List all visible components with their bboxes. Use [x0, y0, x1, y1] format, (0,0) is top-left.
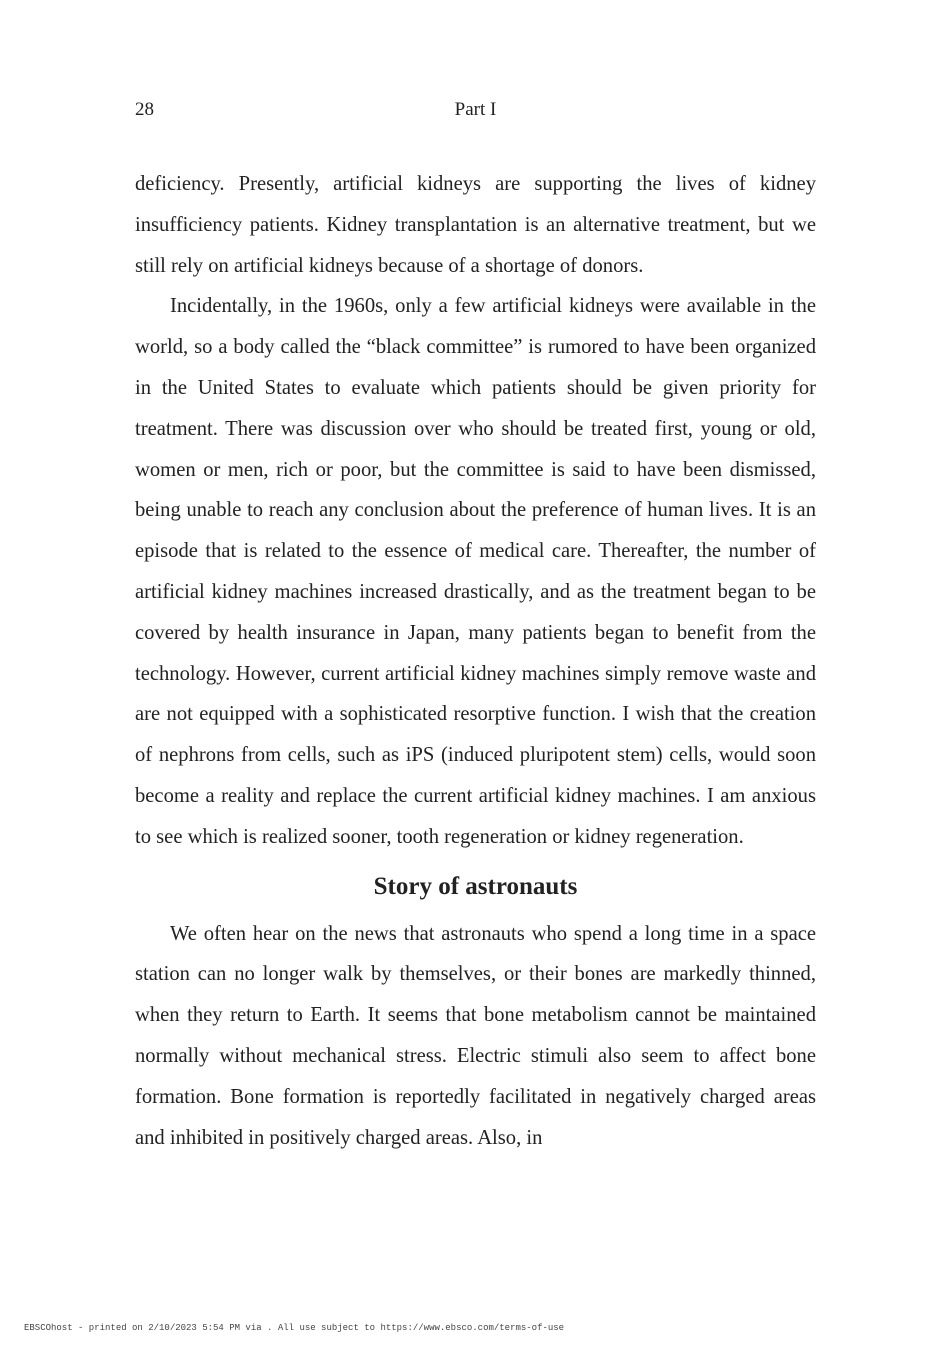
paragraph-astronauts: We often hear on the news that astronauts who spend a long time in a space station can no longer walk by themselves, or their bones are markedly thinned, when they return to Earth. It seems that bone metabolism cannot be maintained normally without mechanical stress. Electric stimuli also seem to affect bone formation. Bone formation is reportedly facilitated in negatively charged areas and inhibited in positively charged areas. Also, in — [135, 922, 816, 1149]
section-heading: Story of astronauts — [373, 872, 578, 900]
paragraph-black-committee: Incidentally, in the 1960s, only a few artificial kidneys were available in the world, so a body called the “black committee” is rumored to have been organized in the United States to evaluate which patients should be given priority for treatment. There was discussion over who should be treated first, young or old, women or men, rich or poor, but the committee is said to have been dismissed, being unable to reach any conclusion about the preference of human lives. It is an episode that is related to the essence of medical care. Thereafter, the number of artificial kidney machines increased drastically, and as the treatment began to be covered by health insurance in Japan, many patients began to benefit from the technology. However, current artificial kidney machines simply remove waste and are not equipped with a sophisticated resorptive function. I wish that the creation of nephrons from cells, such as iPS (induced pluripotent stem) cells, would soon become a reality and replace the current artificial kidney machines. I am anxious to see which is realized sooner, tooth regeneration or kidney regeneration. — [135, 295, 816, 848]
body-text — [135, 164, 816, 1158]
running-title: Part I — [454, 99, 497, 120]
paragraph-continued: deficiency. Presently, artificial kidneys are supporting the lives of kidney insufficiency patients. Kidney transplantation is an alternative treatment, but we still rely on artificial kidneys because of a shortage of donors. — [135, 173, 816, 277]
page-number: 28 — [135, 99, 154, 120]
print-footer: EBSCOhost - printed on 2/10/2023 5:54 PM via . All use subject to https://www.ebsco.com/terms-of-use — [24, 1323, 565, 1333]
running-head — [135, 98, 816, 122]
